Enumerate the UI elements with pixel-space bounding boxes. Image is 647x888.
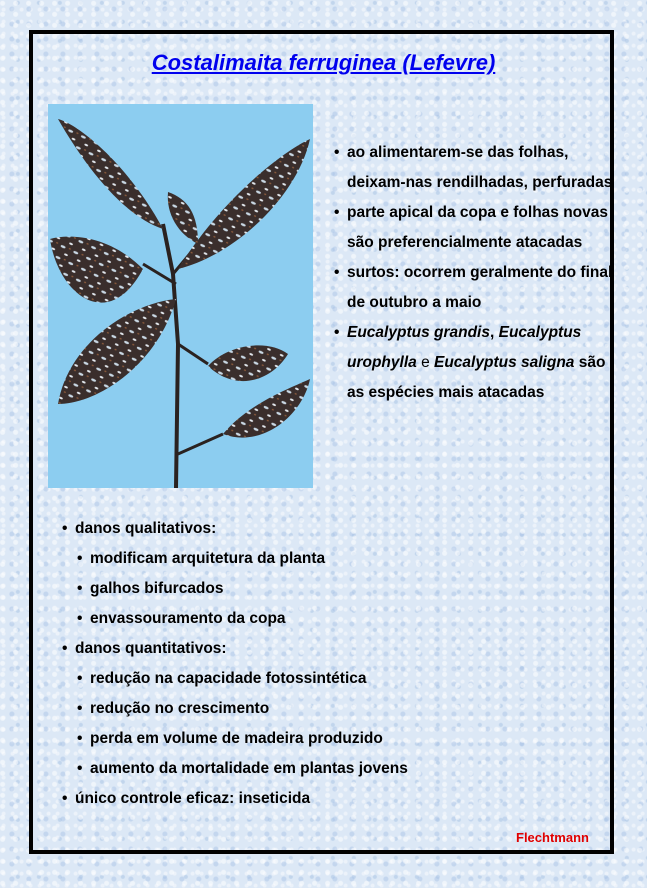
list-subitem: • modificam arquitetura da planta <box>77 550 326 567</box>
list-item: • único controle eficaz: inseticida <box>62 790 311 807</box>
species-name: Eucalyptus grandis <box>347 324 490 341</box>
list-item-species: • Eucalyptus grandis, Eucalyptus urophylla e Eucalyptus saligna são as espécies mais atacadas <box>334 324 606 401</box>
list-subitem: • galhos bifurcados <box>77 580 224 597</box>
bottom-bullet-list <box>62 514 582 814</box>
list-subitem: • perda em volume de madeira produzido <box>77 730 383 747</box>
list-subitem: • aumento da mortalidade em plantas jovens <box>77 760 408 777</box>
list-subitem: • redução no crescimento <box>77 700 270 717</box>
right-bullet-list <box>334 138 614 408</box>
list-subitem: • redução na capacidade fotossintética <box>77 670 367 687</box>
list-item: • surtos: ocorrem geralmente do final de outubro a maio <box>334 264 613 311</box>
author-credit: Flechtmann <box>516 830 589 845</box>
list-item: • ao alimentarem-se das folhas, deixam-nas rendilhadas, perfuradas <box>334 144 613 191</box>
list-item: • danos quantitativos: <box>62 640 227 657</box>
list-subitem: • envassouramento da copa <box>77 610 286 627</box>
species-name: Eucalyptus saligna <box>434 354 575 371</box>
species-name: Eucalyptus urophylla <box>347 324 582 371</box>
leaf-damage-photo <box>48 104 313 488</box>
list-item: • parte apical da copa e folhas novas são preferencialmente atacadas <box>334 204 609 251</box>
slide-title: Costalimaita ferruginea (Lefevre) <box>151 50 496 75</box>
list-item: • danos qualitativos: <box>62 520 217 537</box>
